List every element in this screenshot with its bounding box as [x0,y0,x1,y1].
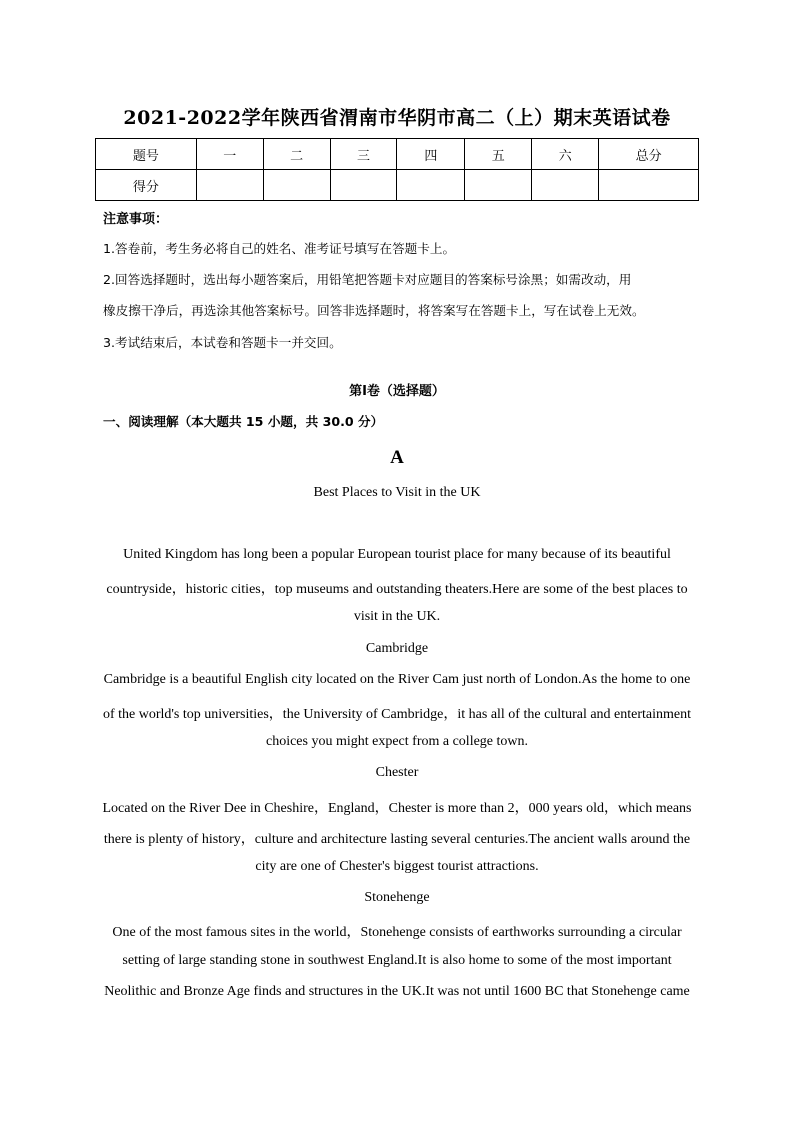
passage-line: Cambridge is a beautiful English city located on the River Cam just north of London.As the home to one [103,672,691,687]
score-header-cell: 总分 [599,139,699,170]
score-table-header-row [96,139,699,170]
score-header-cell: 一 [196,139,263,170]
passage-line: Located on the River Dee in Cheshire，England，Chester is more than 2，000 years old，which means [102,801,692,816]
notice-line: 1.答卷前，考生务必将自己的姓名、准考证号填写在答题卡上。 [103,241,456,256]
passage-subheading: Stonehenge [364,890,430,905]
passage-line: there is plenty of history，culture and architecture lasting several centuries.The ancient walls around the [103,832,691,847]
score-header-cell: 二 [263,139,330,170]
passage-line: setting of large standing stone in southwest England.It is also home to some of the most important [122,953,672,968]
score-header-cell: 六 [532,139,599,170]
passage-line: city are one of Chester's biggest tourist attractions. [255,859,539,874]
passage-line: Neolithic and Bronze Age finds and structures in the UK.It was not until 1600 BC that Stonehenge came [104,984,690,999]
section-title: 一、阅读理解（本大题共 15 小题，共 30.0 分） [103,414,384,429]
score-cell [397,170,465,201]
score-table-score-row [96,170,699,201]
score-table [95,138,699,201]
score-header-cell: 五 [465,139,532,170]
passage-subheading: Cambridge [365,641,429,656]
score-cell [330,170,397,201]
passage-line: United Kingdom has long been a popular European tourist place for many because of its beautiful [123,547,671,562]
score-header-cell: 三 [330,139,397,170]
score-cell [532,170,599,201]
notice-line: 2.回答选择题时，选出每小题答案后，用铅笔把答题卡对应题目的答案标号涂黑；如需改动，用 [103,272,632,287]
notice-heading: 注意事项： [103,212,169,227]
passage-line: One of the most famous sites in the world，Stonehenge consists of earthworks surrounding a circular [112,925,682,940]
passage-line: countryside，historic cities，top museums and outstanding theaters.Here are some of the best places to [106,582,688,597]
passage-line: of the world's top universities，the University of Cambridge，it has all of the cultural and entertainment [102,707,692,722]
score-header-cell: 题号 [96,139,197,170]
score-cell [465,170,532,201]
passage-subheading: Chester [375,765,419,780]
passage-letter: A [390,447,404,468]
score-cell [263,170,330,201]
score-row-label: 得分 [96,170,197,201]
score-cell [196,170,263,201]
passage-title: Best Places to Visit in the UK [313,485,481,500]
score-header-cell: 四 [397,139,465,170]
score-cell [599,170,699,201]
part-title: 第Ⅰ卷（选择题） [349,384,445,399]
notice-line: 橡皮擦干净后，再选涂其他答案标号。回答非选择题时，将答案写在答题卡上，写在试卷上无效。 [103,303,645,318]
page-title: 2021-2022学年陕西省渭南市华阴市高二（上）期末英语试卷 [123,107,671,129]
passage-line: visit in the UK. [353,609,441,624]
passage-line: choices you might expect from a college town. [265,734,529,749]
notice-line: 3.考试结束后，本试卷和答题卡一并交回。 [103,335,342,350]
